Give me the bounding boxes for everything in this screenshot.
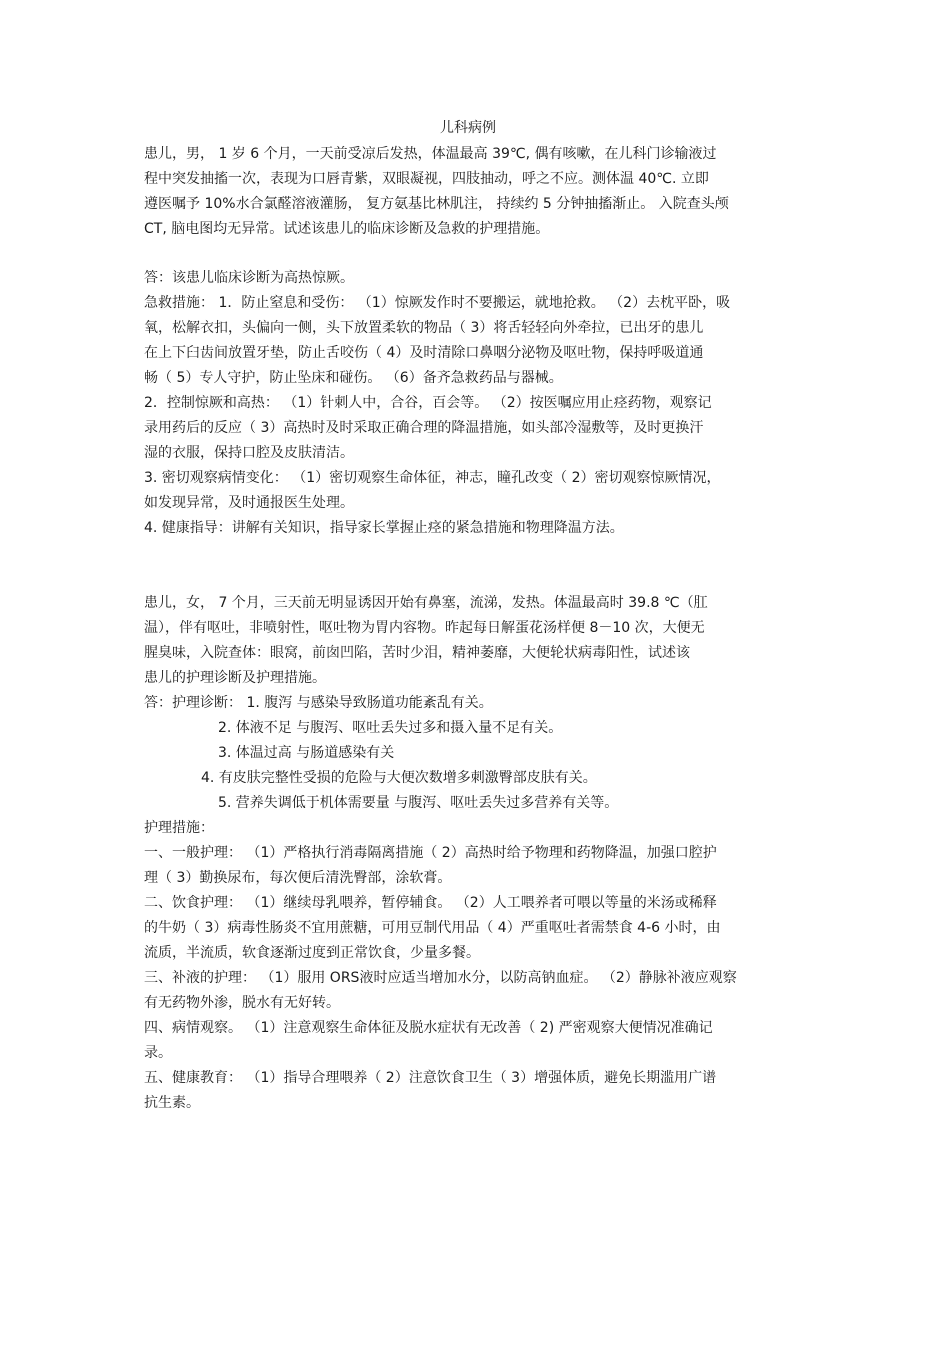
case-1-line: 遵医嘱予 10%水合氯醛溶液灌肠， 复方氨基比林肌注， 持续约 5 分钟抽搐渐止。 入院查头颅 — [144, 196, 729, 212]
nursing-measures-line: 的牛奶（ 3）病毒性肠炎不宜用蔗糖，可用豆制代用品（ 4）严重呕吐者需禁食 4-6 小时，由 — [144, 920, 721, 936]
case-1-line: 患儿，男， 1 岁 6 个月，一天前受凉后发热，体温最高 39℃, 偶有咳嗽，在儿科门诊输液过 — [144, 146, 717, 162]
case-1-answer-line: 2．控制惊厥和高热： （1）针刺人中，合谷，百会等。 （2）按医嘱应用止痉药物，观察记 — [144, 395, 712, 411]
case-2-line: 患儿，女， 7 个月，三天前无明显诱因开始有鼻塞，流涕，发热。体温最高时 39.8 ℃（肛 — [144, 595, 708, 611]
case-2-line: 患儿的护理诊断及护理措施。 — [144, 670, 326, 686]
case-2-line: 腥臭味，入院查体：眼窝，前囱凹陷，苦时少泪，精神萎靡，大便轮状病毒阳性，试述该 — [144, 645, 690, 661]
nursing-measures-line: 抗生素。 — [144, 1095, 200, 1111]
nursing-measures-line: 录。 — [144, 1045, 172, 1061]
nursing-measures-line: 有无药物外渗，脱水有无好转。 — [144, 995, 340, 1011]
nursing-measures-line: 五、健康教育： （1）指导合理喂养（ 2）注意饮食卫生（ 3）增强体质，避免长期滥用广谱 — [144, 1070, 717, 1086]
case-2-line: 温），伴有呕吐，非喷射性，呕吐物为胃内容物。昨起每日解蛋花汤样便 8－10 次，大便无 — [144, 620, 705, 636]
case-1-line: CT, 脑电图均无异常。试述该患儿的临床诊断及急救的护理措施。 — [144, 221, 550, 237]
case-1-answer-line: 录用药后的反应（ 3）高热时及时采取正确合理的降温措施，如头部冷湿敷等，及时更换汗 — [144, 420, 704, 436]
nursing-diagnosis-line: 5. 营养失调低于机体需要量 与腹泻、呕吐丢失过多营养有关等。 — [218, 795, 619, 811]
case-1-answer-line: 畅（ 5）专人守护，防止坠床和碰伤。 （6）备齐急救药品与器械。 — [144, 370, 563, 386]
case-1-answer-line: 答：该患儿临床诊断为高热惊厥。 — [144, 270, 354, 286]
nursing-measures-line: 二、饮食护理： （1）继续母乳喂养，暂停辅食。 （2）人工喂养者可喂以等量的米汤或稀释 — [144, 895, 717, 911]
nursing-measures-line: 一、一般护理： （1）严格执行消毒隔离措施（ 2）高热时给予物理和药物降温，加强口腔护 — [144, 845, 717, 861]
nursing-measures-line: 理（ 3）勤换尿布，每次便后清洗臀部，涂软膏。 — [144, 870, 452, 886]
case-1-line: 程中突发抽搐一次，表现为口唇青紫，双眼凝视，四肢抽动，呼之不应。测体温 40℃. 立即 — [144, 171, 709, 187]
nursing-measures-line: 四、病情观察。 （1）注意观察生命体征及脱水症状有无改善（ 2) 严密观察大便情况准确记 — [144, 1020, 713, 1036]
case-1-answer-line: 3. 密切观察病情变化： （1）密切观察生命体征，神志，瞳孔改变（ 2）密切观察惊厥情况， — [144, 470, 721, 486]
nursing-measures-line: 护理措施： — [144, 820, 214, 836]
nursing-measures-line: 流质，半流质，软食逐渐过度到正常饮食，少量多餐。 — [144, 945, 480, 961]
nursing-diagnosis-line: 2. 体液不足 与腹泻、呕吐丢失过多和摄入量不足有关。 — [218, 720, 563, 736]
nursing-diagnosis-line: 答：护理诊断： 1. 腹泻 与感染导致肠道功能紊乱有关。 — [144, 695, 493, 711]
case-1-answer-line: 氧，松解衣扣，头偏向一侧，头下放置柔软的物品（ 3）将舌轻轻向外牵拉，已出牙的患儿 — [144, 320, 704, 336]
nursing-diagnosis-line: 4. 有皮肤完整性受损的危险与大便次数增多刺激臀部皮肤有关。 — [201, 770, 597, 786]
case-1-answer-line: 在上下臼齿间放置牙垫，防止舌咬伤（ 4）及时清除口鼻咽分泌物及呕吐物，保持呼吸道通 — [144, 345, 704, 361]
case-1-answer-line: 4. 健康指导：讲解有关知识，指导家长掌握止痉的紧急措施和物理降温方法。 — [144, 520, 624, 536]
case-1-answer-line: 急救措施： 1．防止窒息和受伤： （1）惊厥发作时不要搬运，就地抢救。 （2）去枕平卧，吸 — [144, 295, 731, 311]
case-1-answer-line: 如发现异常，及时通报医生处理。 — [144, 495, 354, 511]
document-title: 儿科病例 — [440, 120, 496, 136]
case-1-answer-line: 湿的衣服，保持口腔及皮肤清洁。 — [144, 445, 354, 461]
nursing-diagnosis-line: 3. 体温过高 与肠道感染有关 — [218, 745, 395, 761]
nursing-measures-line: 三、补液的护理： （1）服用 ORS液时应适当增加水分，以防高钠血症。 （2）静脉补液应观察 — [144, 970, 737, 986]
